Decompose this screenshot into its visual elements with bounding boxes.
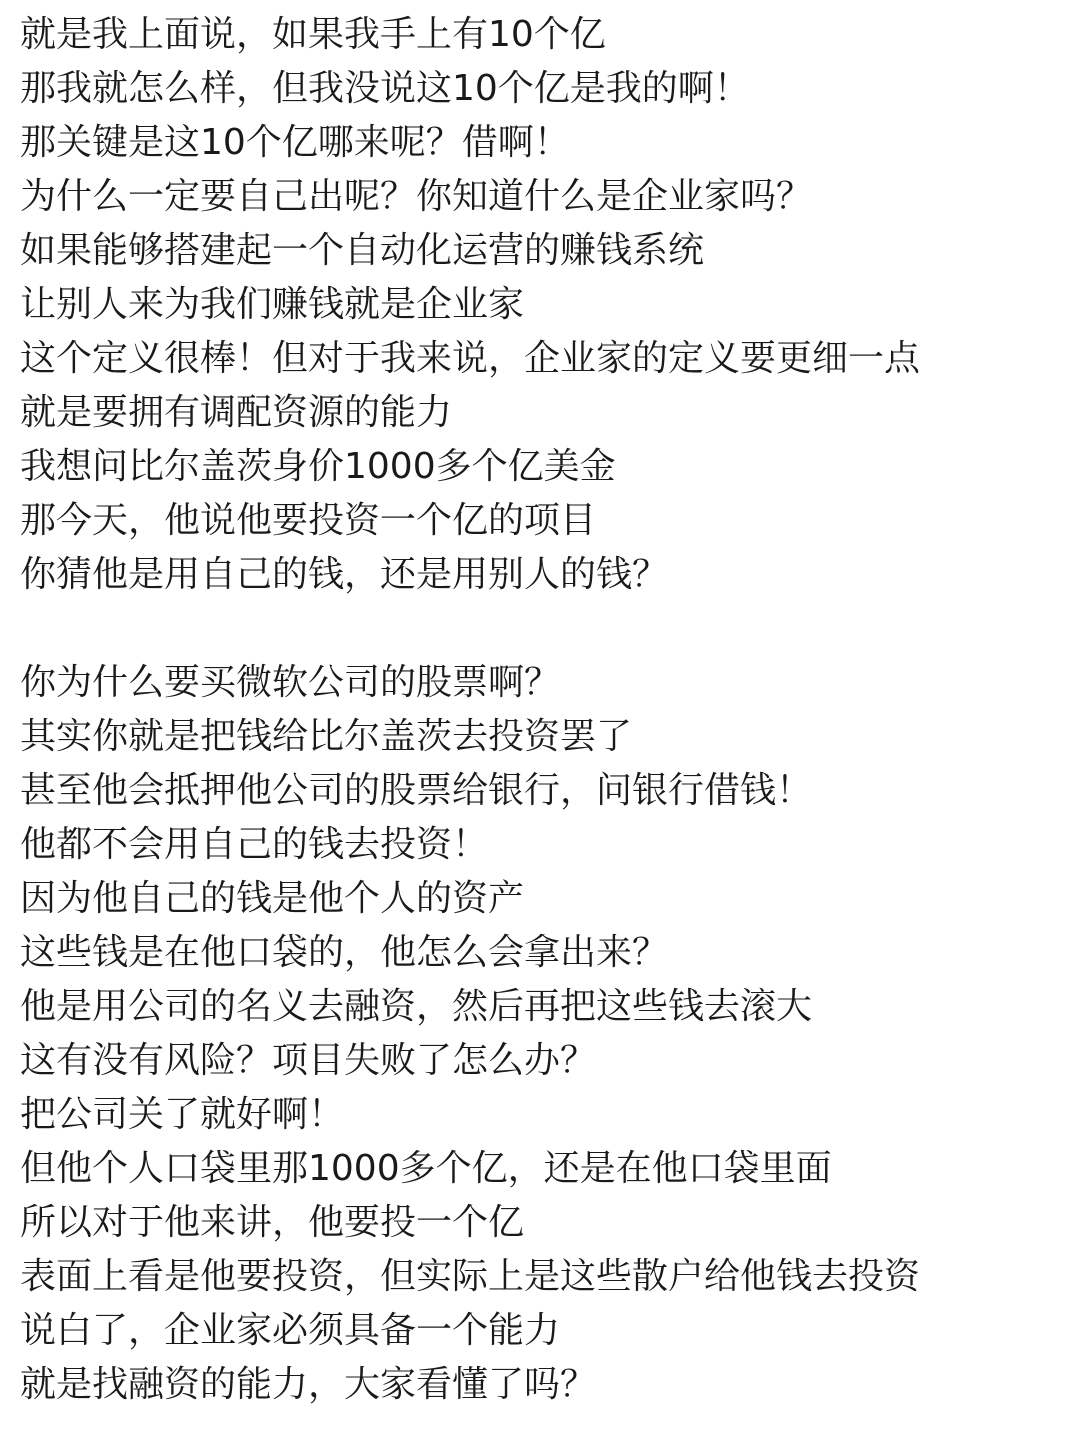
text-line: 如果能够搭建起一个自动化运营的赚钱系统 — [20, 230, 705, 271]
text-line: 但他个人口袋里那1000多个亿，还是在他口袋里面 — [20, 1148, 832, 1189]
paragraph-gap — [20, 602, 1070, 656]
text-document — [20, 8, 1070, 1412]
text-line: 为什么一定要自己出呢？你知道什么是企业家吗？ — [20, 176, 813, 217]
text-line: 这个定义很棒！但对于我来说，企业家的定义要更细一点 — [20, 338, 921, 379]
text-line: 因为他自己的钱是他个人的资产 — [20, 878, 525, 919]
text-line: 让别人来为我们赚钱就是企业家 — [20, 284, 525, 325]
text-line: 就是找融资的能力，大家看懂了吗？ — [20, 1364, 597, 1405]
text-line: 这些钱是在他口袋的，他怎么会拿出来？ — [20, 932, 669, 973]
text-line: 就是要拥有调配资源的能力 — [20, 392, 453, 433]
text-line: 那我就怎么样，但我没说这10个亿是我的啊！ — [20, 68, 750, 109]
text-line: 把公司关了就好啊！ — [20, 1094, 345, 1135]
text-line: 他是用公司的名义去融资，然后再把这些钱去滚大 — [20, 986, 813, 1027]
text-line: 你为什么要买微软公司的股票啊？ — [20, 662, 561, 703]
text-line: 甚至他会抵押他公司的股票给银行，问银行借钱！ — [20, 770, 813, 811]
text-line: 你猜他是用自己的钱，还是用别人的钱？ — [20, 554, 669, 595]
text-line: 那今天，他说他要投资一个亿的项目 — [20, 500, 597, 541]
text-line: 就是我上面说，如果我手上有10个亿 — [20, 14, 606, 55]
paragraph-1 — [20, 8, 1070, 602]
text-line: 他都不会用自己的钱去投资！ — [20, 824, 489, 865]
text-line: 这有没有风险？项目失败了怎么办？ — [20, 1040, 597, 1081]
text-line: 所以对于他来讲，他要投一个亿 — [20, 1202, 525, 1243]
text-line: 我想问比尔盖茨身价1000多个亿美金 — [20, 446, 616, 487]
paragraph-2 — [20, 656, 1070, 1412]
text-line: 那关键是这10个亿哪来呢？借啊！ — [20, 122, 570, 163]
text-line: 说白了，企业家必须具备一个能力 — [20, 1310, 561, 1351]
text-line: 表面上看是他要投资，但实际上是这些散户给他钱去投资 — [20, 1256, 921, 1297]
text-line: 其实你就是把钱给比尔盖茨去投资罢了 — [20, 716, 633, 757]
